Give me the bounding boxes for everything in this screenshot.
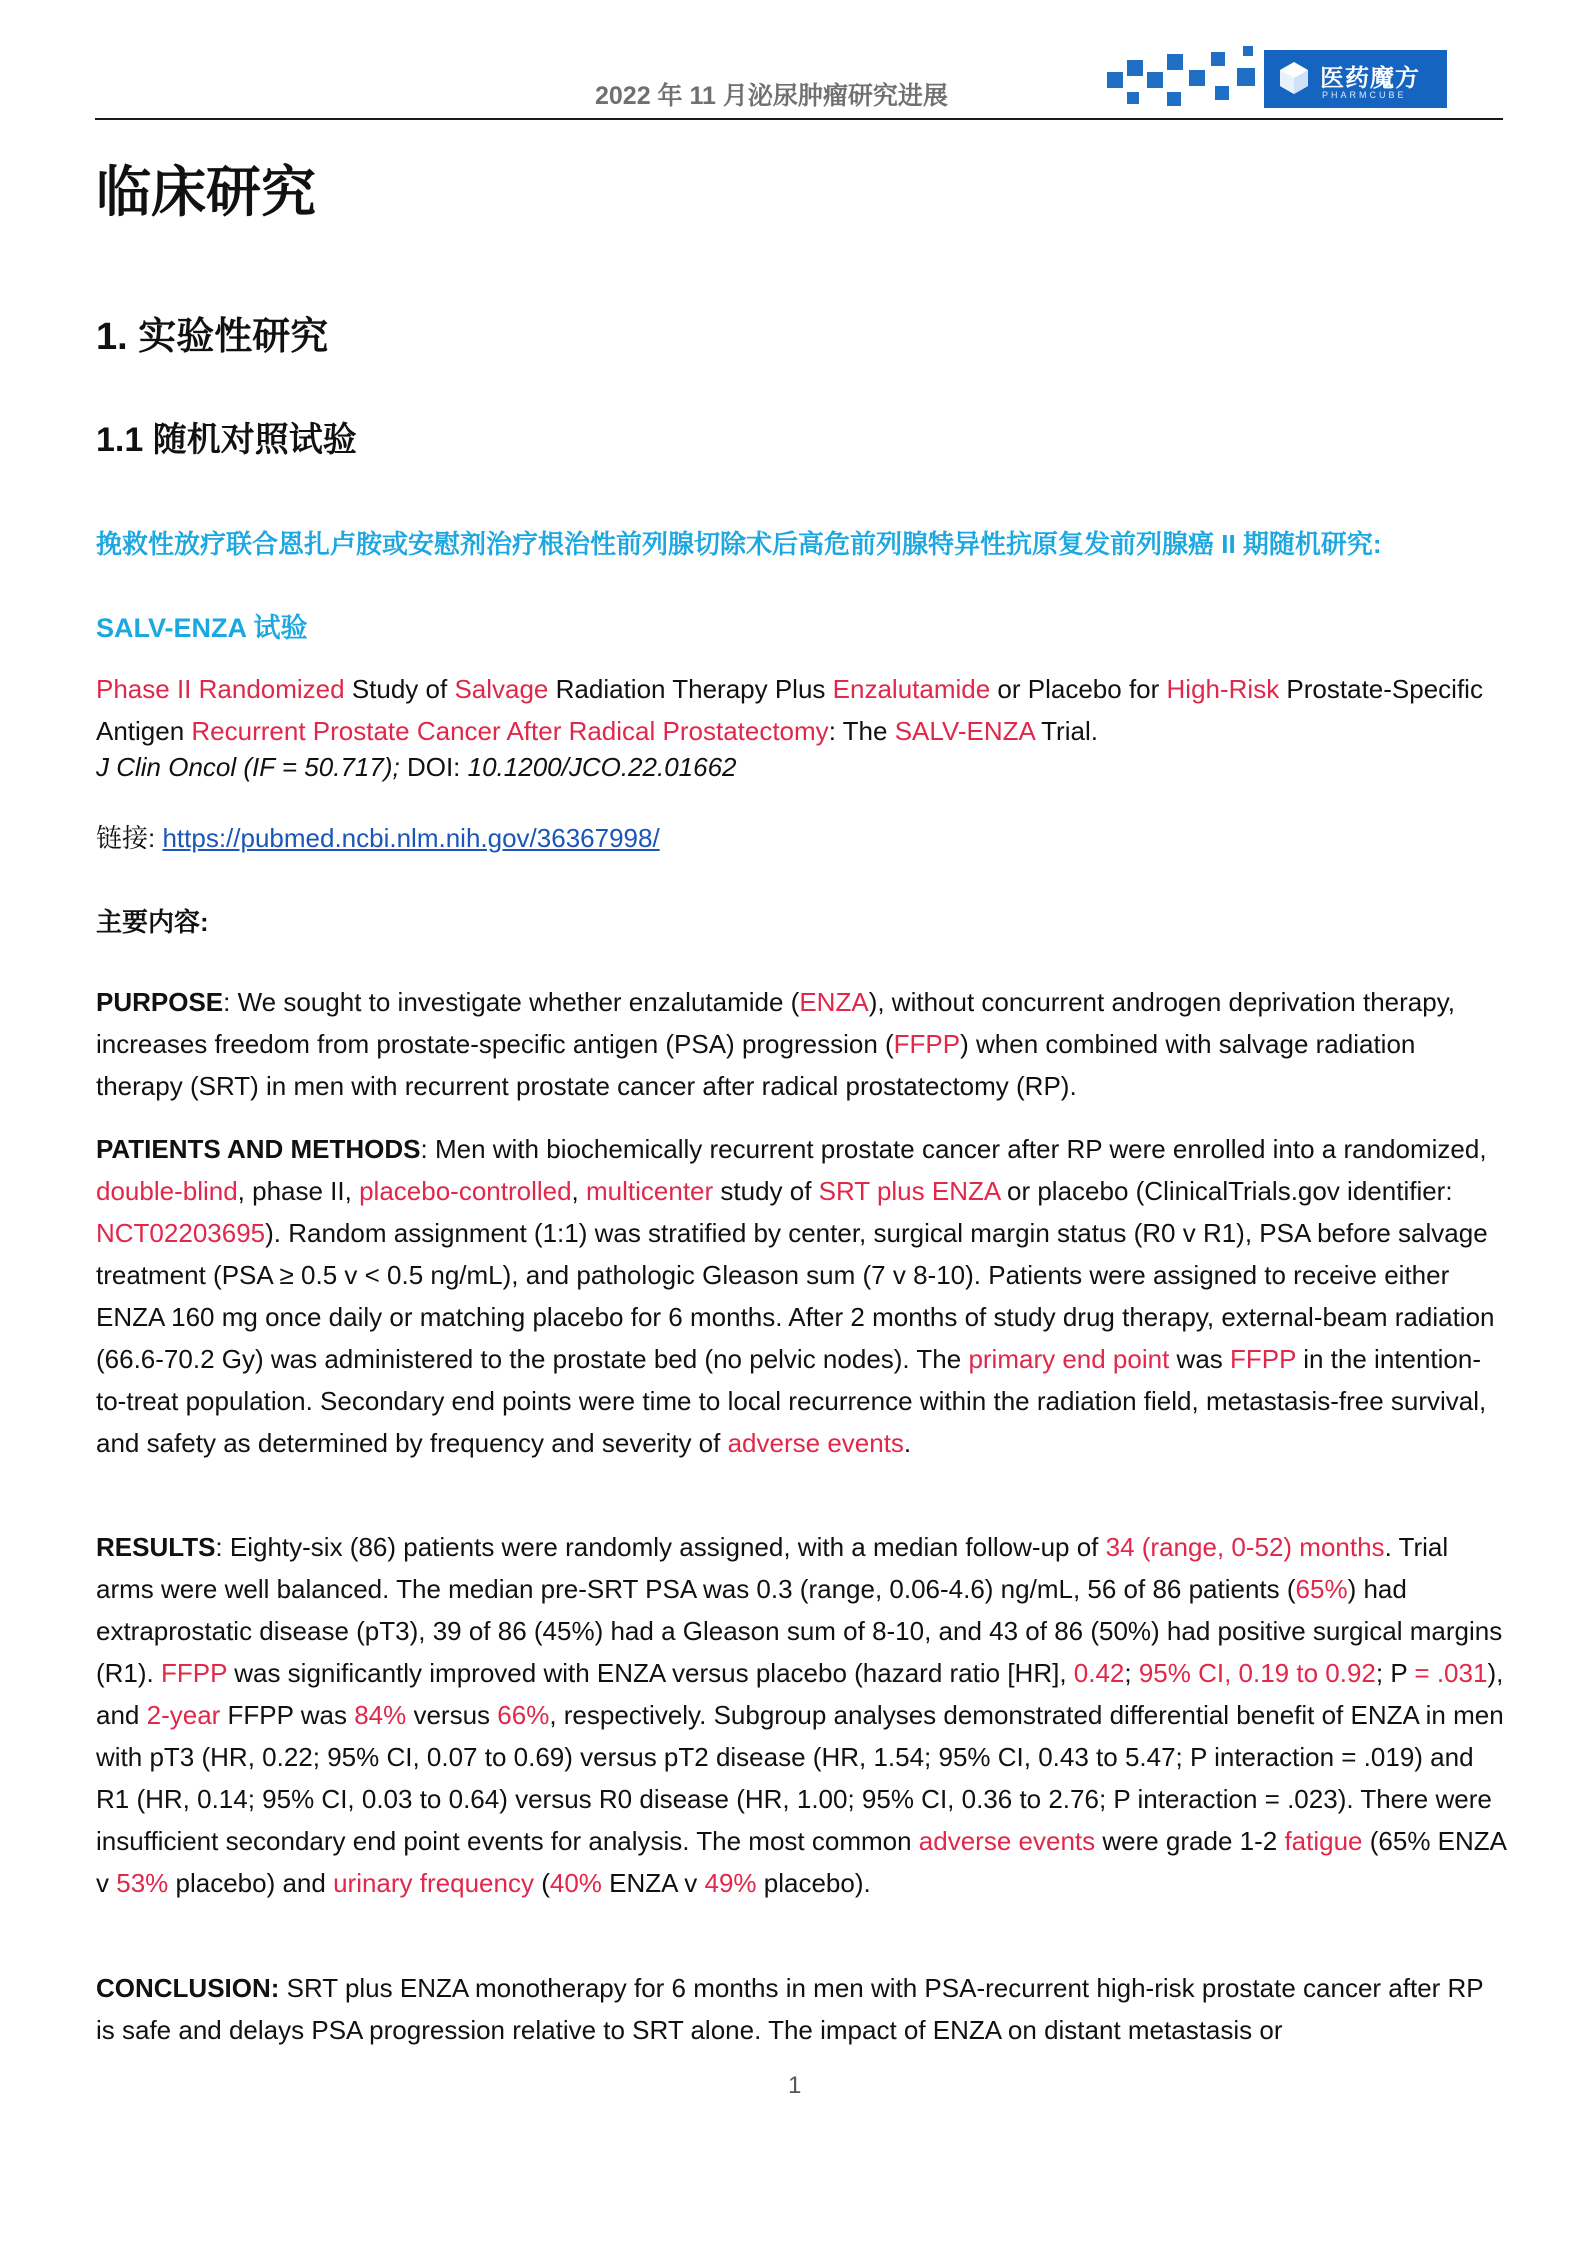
page-number: 1 — [788, 2072, 802, 2099]
main-content-label: 主要内容: — [96, 907, 209, 937]
results-paragraph: RESULTS: Eighty-six (86) patients were randomly assigned, with a median follow-up of 34 (range, 0-52) months. Trial arms were well balanced. The median pre-SRT PSA was 0.3 (range, 0.06-4.6) ng/mL, 56 of 86 patients (65%) had extraprostatic disease (pT3), 39 of 86 (45%) had a Gleason sum of 8-10, and 43 of 86 (50%) had positive surgical margins (R1). FFPP was significantly improved with ENZA versus placebo (hazard ratio [HR], 0.42; 95% CI, 0.19 to 0.92; P = .031), and 2-year FFPP was 84% versus 66%, respectively. Subgroup analyses demonstrated differential benefit of ENZA in men with pT3 (HR, 0.22; 95% CI, 0.07 to 0.69) versus pT2 disease (HR, 1.54; 95% CI, 0.43 to 5.47; P interaction = .019) and R1 (HR, 0.14; 95% CI, 0.03 to 0.64) versus R0 disease (HR, 1.00; 95% CI, 0.36 to 2.76; P interaction = .023). There were insufficient secondary end point events for analysis. The most common adverse events were grade 1-2 fatigue (65% ENZA v 53% placebo) and urinary frequency (40% ENZA v 49% placebo). — [96, 1532, 1506, 1898]
journal-info: J Clin Oncol (IF = 50.717); DOI: 10.1200/JCO.22.01662 — [96, 752, 737, 782]
doi-value: 10.1200/JCO.22.01662 — [467, 752, 737, 782]
header-title: 2022 年 11 月泌尿肿瘤研究进展 — [595, 82, 948, 110]
conclusion-paragraph: CONCLUSION: SRT plus ENZA monotherapy for 6 months in men with PSA-recurrent high-risk prostate cancer after RP is safe and delays PSA progression relative to SRT alone. The impact of ENZA on distant metastasis or — [96, 1973, 1484, 2045]
logo-name: 医药魔方 — [1320, 65, 1420, 92]
chinese-article-title: 挽救性放疗联合恩扎卢胺或安慰剂治疗根治性前列腺切除术后高危前列腺特异性抗原复发前列腺癌 II 期随机研究: — [96, 529, 1382, 559]
purpose-paragraph: PURPOSE: We sought to investigate whether enzalutamide (ENZA), without concurrent androgen deprivation therapy, increases freedom from prostate-specific antigen (PSA) progression (FFPP) when combined with salvage radiation therapy (SRT) in men with recurrent prostate cancer after radical prostatectomy (RP). — [96, 987, 1455, 1101]
section-heading: 1. 实验性研究 — [96, 316, 329, 358]
logo-badge — [1264, 50, 1447, 108]
pubmed-link[interactable]: https://pubmed.ncbi.nlm.nih.gov/36367998/ — [162, 823, 660, 853]
citation-title: Phase II Randomized Study of Salvage Radiation Therapy Plus Enzalutamide or Placebo for High-Risk Prostate-Specific Antigen Recurrent Prostate Cancer After Radical Prostatectomy: The SALV-ENZA Trial. — [96, 674, 1483, 746]
journal-name: J Clin Oncol (IF = 50.717); — [96, 752, 400, 782]
page-header — [95, 30, 1503, 122]
subsection-heading: 1.1 随机对照试验 — [96, 421, 357, 459]
header-divider — [95, 118, 1503, 120]
page-title: 临床研究 — [96, 161, 317, 223]
pharmcube-logo — [1107, 40, 1457, 110]
logo-subtitle: PHARMCUBE — [1322, 90, 1407, 100]
trial-name: SALV-ENZA 试验 — [96, 613, 308, 643]
methods-paragraph: PATIENTS AND METHODS: Men with biochemically recurrent prostate cancer after RP were enrolled into a randomized, double-blind, phase II, placebo-controlled, multicenter study of SRT plus ENZA or placebo (ClinicalTrials.gov identifier: NCT02203695). Random assignment (1:1) was stratified by center, surgical margin status (R0 v R1), PSA before salvage treatment (PSA ≥ 0.5 v < 0.5 ng/mL), and pathologic Gleason sum (7 v 8-10). Patients were assigned to receive either ENZA 160 mg once daily or matching placebo for 6 months. After 2 months of study drug therapy, external-beam radiation (66.6-70.2 Gy) was administered to the prostate bed (no pelvic nodes). The primary end point was FFPP in the intention-to-treat population. Secondary end points were time to local recurrence within the radiation field, metastasis-free survival, and safety as determined by frequency and severity of adverse events. — [96, 1134, 1495, 1458]
cube-icon — [1279, 61, 1309, 95]
link-line: 链接: https://pubmed.ncbi.nlm.nih.gov/36367998/ — [96, 823, 660, 853]
